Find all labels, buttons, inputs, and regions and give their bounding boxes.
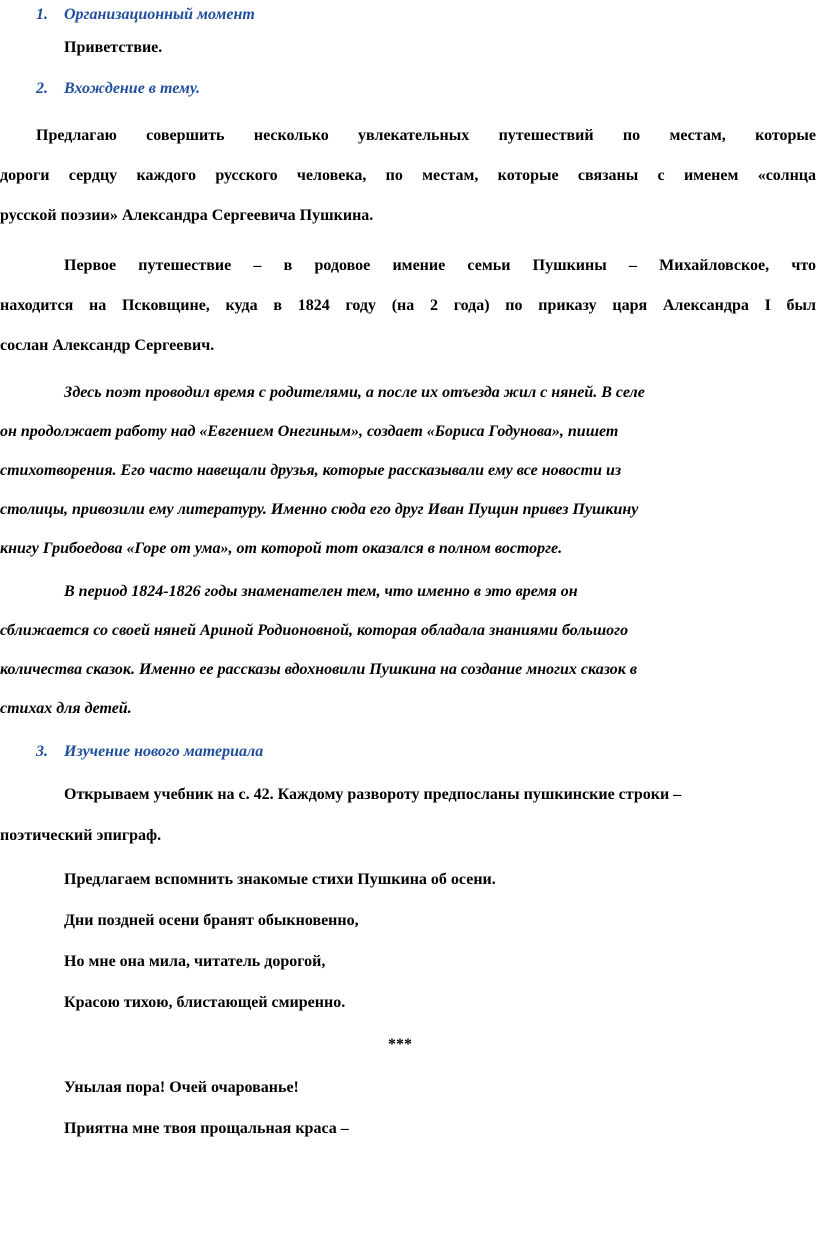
italic-para2-line-4: стихах для детей. (0, 700, 132, 717)
italic-para1-line-3: стихотворения. Его часто навещали друзья, которые рассказывали ему все новости из (0, 462, 622, 479)
poem-1-line-3: Красою тихою, блистающей смиренно. (64, 994, 346, 1011)
section-2-number: 2. (36, 80, 48, 97)
first-trip-line-1: Первое путешествие – в родовое имение семьи Пушкины – Михайловское, что (64, 257, 816, 274)
first-trip-line-3: сослан Александр Сергеевич. (0, 337, 215, 354)
greeting-text: Приветствие. (64, 39, 163, 56)
poem-1-line-2: Но мне она мила, читатель дорогой, (64, 953, 326, 970)
italic-para2-line-1: В период 1824-1826 годы знаменателен тем, что именно в это время он (64, 583, 578, 600)
italic-para2-line-2: сближается со своей няней Ариной Родионовной, которая обладала знаниями большого (0, 622, 629, 639)
italic-para1-line-1: Здесь поэт проводил время с родителями, а после их отъезда жил с няней. В селе (64, 384, 645, 401)
italic-para1-line-5: книгу Грибоедова «Горе от ума», от которой тот оказался в полном восторге. (0, 540, 563, 557)
textbook-line-1: Открываем учебник на с. 42. Каждому развороту предпосланы пушкинские строки – (64, 786, 682, 803)
section-3-title: Изучение нового материала (64, 743, 264, 760)
stanza-separator: *** (388, 1036, 412, 1053)
section-2-title: Вхождение в тему. (64, 80, 200, 97)
textbook-line-2: поэтический эпиграф. (0, 827, 162, 844)
section-1-number: 1. (36, 6, 48, 23)
intro-line-3: русской поэзии» Александра Сергеевича Пушкина. (0, 207, 374, 224)
section-1-title: Организационный момент (64, 6, 255, 23)
first-trip-line-2: находится на Псковщине, куда в 1824 году (на 2 года) по приказу царя Александра I был (0, 297, 816, 314)
intro-line-2: дороги сердцу каждого русского человека, по местам, которые связаны с именем «солнца (0, 167, 816, 184)
poem-2-line-1: Унылая пора! Очей очарованье! (64, 1079, 299, 1096)
italic-para1-line-2: он продолжает работу над «Евгением Онегиным», создает «Бориса Годунова», пишет (0, 423, 619, 440)
poem-1-line-1: Дни поздней осени бранят обыкновенно, (64, 912, 359, 929)
italic-para1-line-4: столицы, привозили ему литературу. Именно сюда его друг Иван Пущин привез Пушкину (0, 501, 639, 518)
italic-para2-line-3: количества сказок. Именно ее рассказы вдохновили Пушкина на создание многих сказок в (0, 661, 638, 678)
section-3-number: 3. (36, 743, 48, 760)
intro-line-1: Предлагаю совершить несколько увлекательных путешествий по местам, которые (36, 127, 816, 144)
recall-prompt: Предлагаем вспомнить знакомые стихи Пушкина об осени. (64, 871, 496, 888)
poem-2-line-2: Приятна мне твоя прощальная краса – (64, 1120, 349, 1137)
